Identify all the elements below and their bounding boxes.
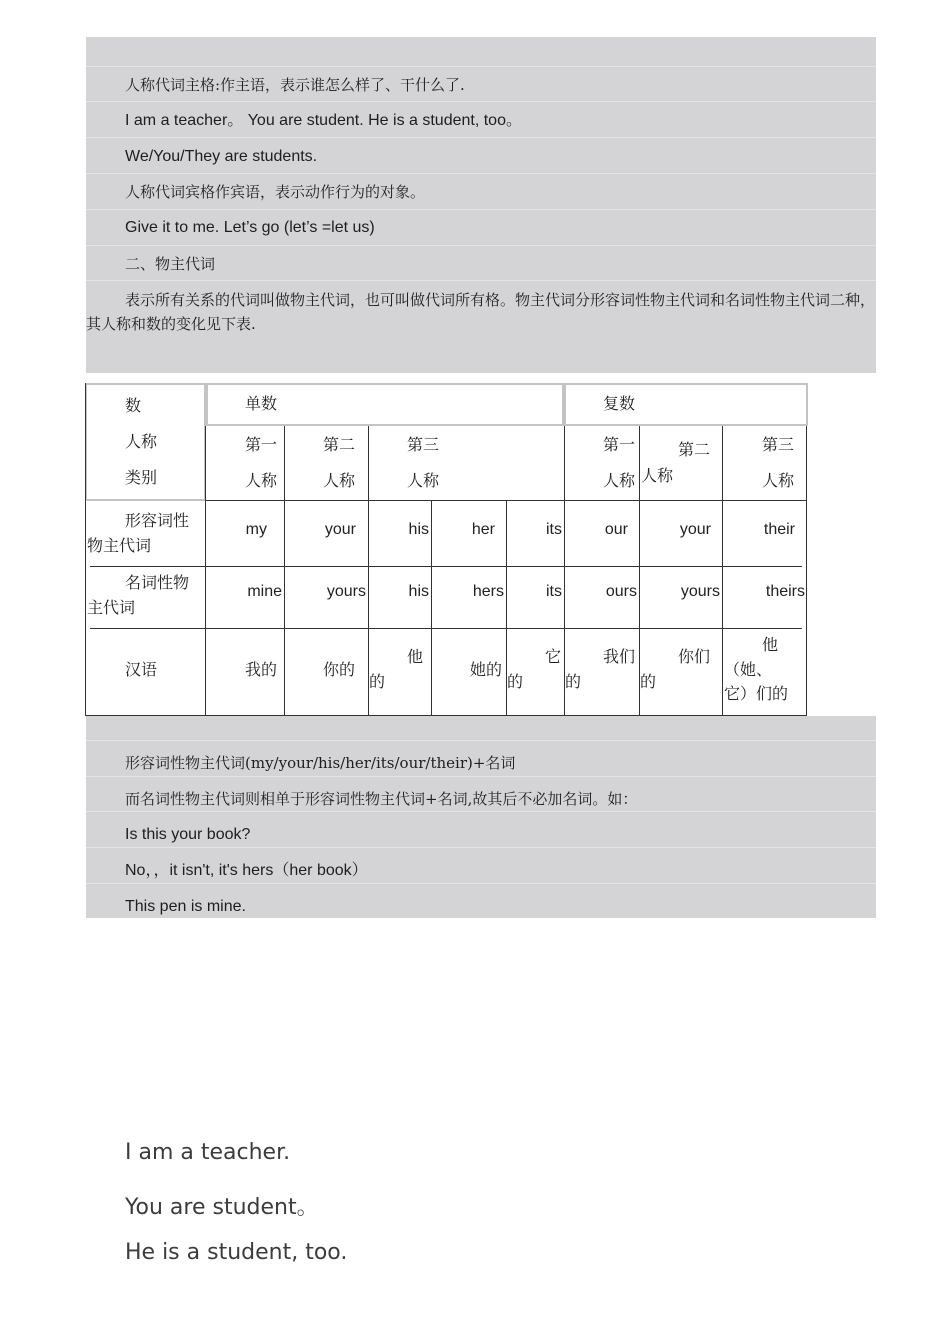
example-sentence: He is a student, too. [125, 1240, 348, 1265]
table-cell: 的 [640, 672, 657, 691]
possessive-pronoun-table [85, 383, 808, 716]
separator [86, 137, 876, 138]
table-cell: yours [326, 583, 366, 600]
row-label-adjective: 形容词性 [125, 511, 190, 530]
header-second-person: 人称 [323, 471, 356, 490]
separator [86, 847, 876, 848]
table-cell: 的 [565, 672, 582, 691]
table-cell: hers [472, 583, 504, 600]
header-person: 人称 [125, 432, 158, 451]
row-line [90, 628, 802, 629]
table-cell: 的 [369, 672, 386, 691]
text-line: I am a teacher。 You are student. He is a student, too。 [125, 112, 522, 129]
header-plural: 复数 [603, 394, 636, 413]
border-left [85, 383, 86, 716]
col-line [431, 501, 432, 716]
col-line [284, 426, 285, 716]
table-cell: 他 [762, 635, 779, 654]
separator [86, 209, 876, 210]
text-line: Give it to me. Let’s go (let’s =let us) [125, 219, 375, 236]
separator [86, 66, 876, 67]
text-line: 人称代词主格:作主语，表示谁怎么样了、干什么了. [125, 76, 465, 94]
header-number: 数 [125, 396, 142, 415]
paragraph: 表示所有关系的代词叫做物主代词，也可叫做代词所有格。物主代词分形容词性物主代词和名词性物主代词二种，其人称和数的变化见下表. [86, 291, 876, 333]
table-cell: 你们 [678, 647, 711, 666]
section-heading: 二、物主代词 [125, 255, 216, 273]
separator [86, 173, 876, 174]
row-label-noun: 名词性物 [125, 573, 190, 592]
table-cell: theirs [765, 583, 805, 600]
table-cell: mine [247, 583, 282, 600]
table-cell: 她的 [470, 660, 503, 679]
row-line [90, 566, 802, 567]
table-cell: its [546, 521, 562, 538]
header-singular: 单数 [245, 394, 278, 413]
header-plural-third-person: 第三 [762, 435, 795, 454]
table-cell: their [763, 521, 795, 538]
text-line: No，，it isn't, it's hers（her book） [125, 862, 368, 879]
table-cell: its [546, 583, 562, 600]
separator [86, 811, 876, 812]
table-cell: yours [680, 583, 720, 600]
table-cell: his [408, 521, 429, 538]
separator [86, 776, 876, 777]
border-right [806, 426, 807, 716]
text-line: 人称代词宾格作宾语，表示动作行为的对象。 [125, 183, 426, 201]
text-line: We/You/They are students. [125, 148, 318, 165]
table-cell: 的 [507, 672, 524, 691]
header-box-plural [564, 383, 808, 426]
header-plural-second-person: 人称 [641, 466, 674, 485]
example-sentence: I am a teacher. [125, 1140, 291, 1165]
header-first-person: 第一 [245, 435, 278, 454]
table-cell: your [324, 521, 356, 538]
table-cell: （她、 [724, 660, 773, 679]
separator [86, 101, 876, 102]
text-line: 而名词性物主代词则相单于形容词性物主代词+名词,故其后不必加名词。如： [125, 790, 638, 808]
header-third-person: 人称 [407, 471, 440, 490]
separator [86, 245, 876, 246]
table-cell: ours [605, 583, 637, 600]
row-label-noun: 主代词 [87, 598, 136, 617]
table-cell: her [471, 521, 495, 538]
text-line: This pen is mine. [125, 898, 246, 915]
table-cell: 我的 [245, 660, 278, 679]
separator [86, 280, 876, 281]
table-cell: 我们 [603, 647, 636, 666]
header-plural-first-person: 第一 [603, 435, 636, 454]
col-line [722, 426, 723, 716]
table-cell: our [604, 521, 628, 538]
example-sentence: You are student。 [125, 1195, 319, 1220]
header-first-person: 人称 [245, 471, 278, 490]
table-cell: my [245, 521, 267, 538]
table-cell: 他 [407, 647, 424, 666]
header-plural-third-person: 人称 [762, 471, 795, 490]
header-plural-second-person: 第二 [678, 440, 711, 459]
header-third-person: 第三 [407, 435, 440, 454]
bottom-shaded-section [86, 716, 876, 918]
separator [86, 883, 876, 884]
table-cell: your [679, 521, 711, 538]
row-line [205, 500, 807, 501]
text-line: 形容词性物主代词(my/your/his/her/its/our/their)+名词 [125, 754, 516, 772]
table-cell: 你的 [323, 660, 356, 679]
header-second-person: 第二 [323, 435, 356, 454]
row-label-adjective: 物主代词 [87, 536, 152, 555]
separator [86, 740, 876, 741]
table-cell: 它）们的 [724, 684, 789, 703]
text-line: Is this your book? [125, 826, 251, 843]
col-line [205, 426, 206, 716]
table-cell: 它 [545, 647, 562, 666]
header-plural-first-person: 人称 [603, 471, 636, 490]
header-category: 类别 [125, 468, 158, 487]
table-cell: his [408, 583, 429, 600]
row-label-chinese: 汉语 [125, 660, 158, 679]
